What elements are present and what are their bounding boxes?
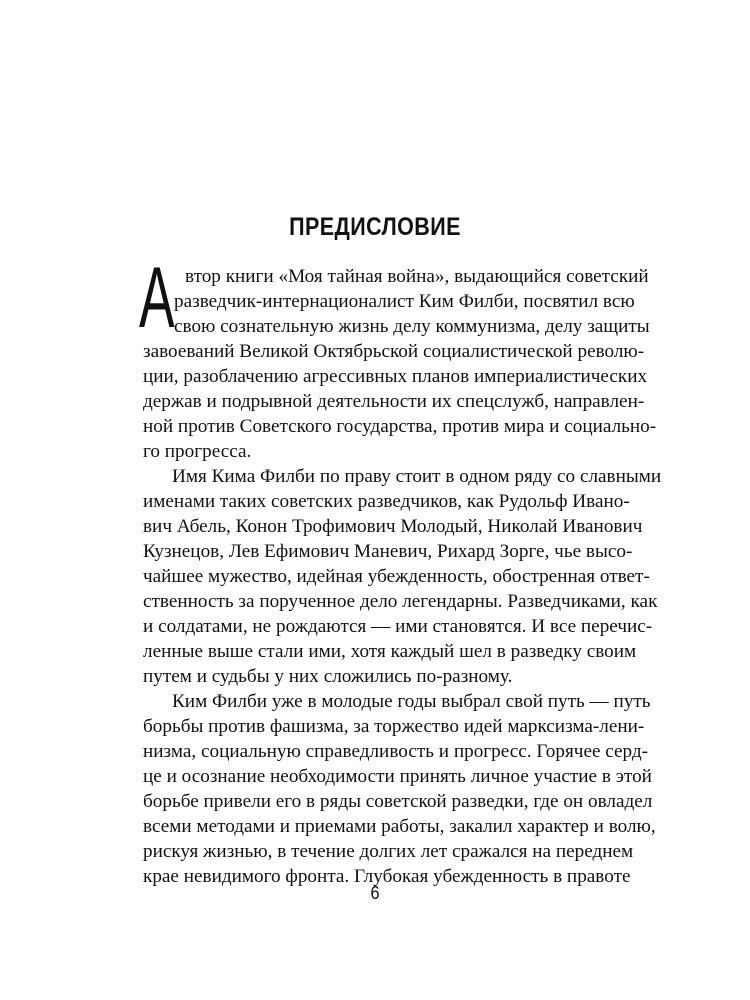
text-line: це и осознание необходимости принять личное участие в этой (143, 766, 652, 787)
text-line: борьбы против фашизма, за торжество идей марксизма-лени- (143, 716, 645, 737)
chapter-heading: ПРЕДИСЛОВИЕ (289, 213, 461, 241)
text-line: го прогресса. (143, 441, 252, 462)
text-line: низма, социальную справедливость и прогресс. Горячее серд- (143, 741, 649, 762)
text-line: и солдатами, не рождаются — ими становятся. И все перечис- (143, 616, 653, 637)
page-number: 6 (370, 883, 380, 903)
text-line: вич Абель, Конон Трофимович Молодый, Николай Иванович (143, 516, 643, 537)
text-line: крае невидимого фронта. Глубокая убежденность в правоте (143, 866, 631, 887)
text-line: борьбе привели его в ряды советской разведки, где он овладел (143, 791, 653, 812)
text-line: рискуя жизнью, в течение долгих лет сражался на переднем (143, 841, 634, 862)
text-line: завоеваний Великой Октябрьской социалистической револю- (143, 341, 645, 362)
text-line: путем и судьбы у них сложились по-разному. (143, 666, 513, 687)
text-line: держав и подрывной деятельности их спецслужб, направлен- (143, 391, 645, 412)
text-line: именами таких советских разведчиков, как Рудольф Ивано- (143, 491, 630, 512)
text-line: всеми методами и приемами работы, закалил характер и волю, (143, 816, 656, 837)
drop-cap-letter: А (139, 250, 175, 346)
text-line: ленные выше стали ими, хотя каждый шел в разведку своим (143, 641, 637, 662)
text-line: ции, разоблачению агрессивных планов империалистических (143, 366, 648, 387)
text-line: ственность за порученное дело легендарны. Разведчиками, как (143, 591, 658, 612)
text-line: Ким Филби уже в молодые годы выбрал свой путь — путь (172, 691, 651, 712)
text-line: Кузнецов, Лев Ефимович Маневич, Рихард Зорге, чье высо- (143, 541, 633, 562)
text-line: разведчик-интернационалист Ким Филби, посвятил всю (174, 291, 635, 312)
text-line: втор книги «Моя тайная война», выдающийся советский (185, 266, 649, 287)
text-line: чайшее мужество, идейная убежденность, обостренная ответ- (143, 566, 650, 587)
text-line: Имя Кима Филби по праву стоит в одном ряду со славными (172, 466, 662, 487)
text-line: свою сознательную жизнь делу коммунизма, делу защиты (174, 316, 650, 337)
text-line: ной против Советского государства, против мира и социально- (143, 416, 657, 437)
